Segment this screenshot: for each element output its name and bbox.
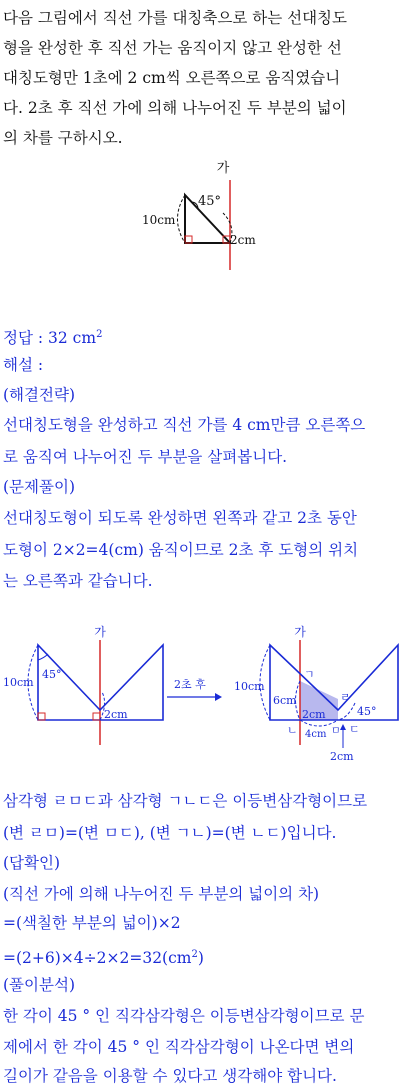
arrow-label: 2초 후 (174, 678, 206, 691)
calc-close: ) (197, 949, 204, 968)
side-dashed-arc (178, 195, 186, 243)
solution-line: (변 ㄹㅁ)=(변 ㅁㄷ), (변 ㄱㄴ)=(변 ㄴㄷ)입니다. (3, 824, 337, 842)
right-inner-label: 6cm (273, 694, 297, 707)
left-axis-label: 가 (94, 625, 106, 639)
answer-text: 정답 : 32 cm (3, 329, 97, 348)
problem-line: 다음 그림에서 직선 가를 대칭축으로 하는 선대칭도 (3, 9, 347, 27)
pointer-arrow-head (340, 724, 346, 730)
solution-line: (문제풀이) (3, 478, 75, 496)
left-center-angle-mark (93, 713, 100, 720)
solution-figure (0, 600, 400, 770)
solution-line: 길이가 같음을 이용할 수 있다고 생각해야 합니다. (3, 1067, 337, 1085)
right-side-label: 10cm (234, 680, 265, 693)
right-angle-label: 45° (357, 705, 377, 718)
point-nieun: ㄴ (287, 724, 298, 737)
point-digeut: ㄷ (349, 723, 360, 736)
axis-label: 가 (216, 161, 230, 176)
bottom-label: 2cm (230, 233, 256, 247)
side-label: 10cm (142, 213, 176, 227)
solution-line: 선대칭도형이 되도록 완성하면 왼쪽과 같고 2초 동안 (3, 509, 357, 527)
point-mieum: ㅁ (331, 726, 341, 737)
solution-line: (해결전략) (3, 386, 75, 404)
left-angle-arc (38, 654, 48, 660)
solution-line: =(색칠한 부분의 넓이)×2 (3, 914, 181, 932)
point-rieul: ㄹ (340, 691, 351, 704)
solution-line: (직선 가에 의해 나누어진 두 부분의 넓이의 차) (3, 885, 320, 903)
solution-line: 선대칭도형을 완성하고 직선 가를 4 cm만큼 오른쪽으 (3, 416, 366, 434)
right-angle-mark (185, 236, 192, 243)
angle-label: 45° (198, 194, 222, 209)
solution-line: 삼각형 ㄹㅁㄷ과 삼각형 ㄱㄴㄷ은 이등변삼각형이므로 (3, 792, 368, 810)
right-bottom-label: 4cm (305, 729, 327, 740)
calc-text: =(2+6)×4÷2×2=32(cm (3, 949, 192, 968)
left-right-angle-mark (38, 713, 45, 720)
answer-superscript: 2 (96, 329, 103, 340)
point-giyeok: ㄱ (304, 668, 315, 681)
problem-line: 형을 완성한 후 직선 가는 움직이지 않고 완성한 선 (3, 39, 342, 57)
shift-arrow-head (215, 693, 222, 701)
right-angle-arc (338, 703, 355, 720)
left-angle-label: 45° (42, 668, 62, 681)
solution-line: (답확인) (3, 854, 61, 872)
solution-line: (풀이분석) (3, 976, 75, 994)
right-below-label: 2cm (330, 750, 354, 763)
problem-figure (130, 158, 280, 270)
explain-label: 해설 : (3, 356, 44, 374)
calc-line (3, 945, 204, 968)
problem-line: 의 차를 구하시오. (3, 129, 123, 147)
solution-line: 한 각이 45 ° 인 직각삼각형은 이등변삼각형이므로 문 (3, 1007, 365, 1025)
left-bottom-label: 2cm (104, 708, 128, 721)
solution-line: 로 움직여 나누어진 두 부분을 살펴봅니다. (3, 448, 288, 466)
right-mid-label: 2cm (302, 708, 326, 721)
solution-line: 도형이 2×2=4(cm) 움직이므로 2초 후 도형의 위치 (3, 541, 359, 559)
right-axis-label: 가 (294, 625, 306, 639)
solution-line: 는 오른쪽과 같습니다. (3, 572, 153, 590)
left-side-label: 10cm (3, 676, 34, 689)
problem-line: 대칭도형만 1초에 2 cm씩 오른쪽으로 움직였습니 (3, 69, 341, 87)
solution-line: 제에서 한 각이 45 ° 인 직각삼각형이 나온다면 변의 (3, 1038, 355, 1056)
problem-line: 다. 2초 후 직선 가에 의해 나누어진 두 부분의 넓이 (3, 99, 347, 117)
calc-superscript: 2 (191, 949, 198, 960)
answer (3, 325, 102, 348)
